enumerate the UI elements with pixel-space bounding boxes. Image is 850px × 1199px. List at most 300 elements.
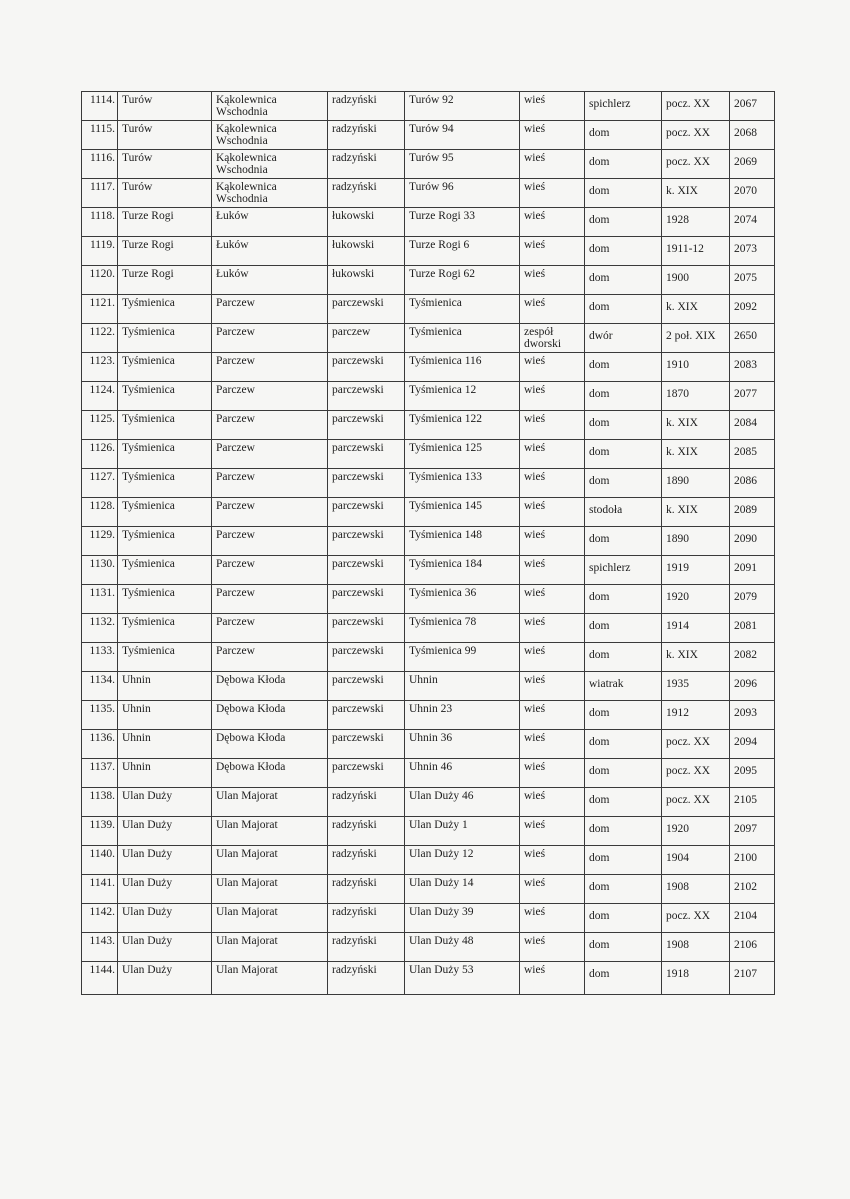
- object-type-cell: dom: [585, 208, 662, 237]
- address-cell: Uhnin 36: [405, 730, 520, 759]
- entry-number-cell: 1118.: [82, 208, 118, 237]
- settlement-type-cell: wieś: [520, 556, 585, 585]
- address-cell: Uhnin 23: [405, 701, 520, 730]
- register-number-cell: 2086: [730, 469, 775, 498]
- table-row: [82, 643, 775, 672]
- object-type-cell: dom: [585, 614, 662, 643]
- county-cell: parczewski: [328, 382, 405, 411]
- register-number-cell: 2084: [730, 411, 775, 440]
- county-cell: radzyński: [328, 846, 405, 875]
- address-cell: Turów 95: [405, 150, 520, 179]
- entry-number-cell: 1143.: [82, 933, 118, 962]
- object-type-cell: dom: [585, 295, 662, 324]
- register-number-cell: 2082: [730, 643, 775, 672]
- county-cell: radzyński: [328, 817, 405, 846]
- register-number-cell: 2093: [730, 701, 775, 730]
- county-cell: radzyński: [328, 92, 405, 121]
- object-type-cell: dom: [585, 150, 662, 179]
- settlement-type-cell: wieś: [520, 92, 585, 121]
- address-cell: Uhnin: [405, 672, 520, 701]
- address-cell: Tyśmienica: [405, 295, 520, 324]
- county-cell: parczewski: [328, 759, 405, 788]
- table-row: [82, 556, 775, 585]
- address-cell: Turze Rogi 62: [405, 266, 520, 295]
- dating-cell: 1890: [662, 527, 730, 556]
- entry-number-cell: 1137.: [82, 759, 118, 788]
- county-cell: parczewski: [328, 701, 405, 730]
- object-type-cell: dom: [585, 875, 662, 904]
- commune-cell: Dębowa Kłoda: [212, 672, 328, 701]
- address-cell: Ulan Duży 48: [405, 933, 520, 962]
- county-cell: radzyński: [328, 933, 405, 962]
- object-type-cell: dom: [585, 353, 662, 382]
- settlement-type-cell: wieś: [520, 469, 585, 498]
- table-row: [82, 759, 775, 788]
- address-cell: Tyśmienica 12: [405, 382, 520, 411]
- entry-number-cell: 1128.: [82, 498, 118, 527]
- object-type-cell: spichlerz: [585, 556, 662, 585]
- address-cell: Uhnin 46: [405, 759, 520, 788]
- register-number-cell: 2092: [730, 295, 775, 324]
- table-row: [82, 295, 775, 324]
- address-cell: Ulan Duży 39: [405, 904, 520, 933]
- object-type-cell: dom: [585, 701, 662, 730]
- county-cell: parczewski: [328, 295, 405, 324]
- table-row: [82, 92, 775, 121]
- table-row: [82, 585, 775, 614]
- county-cell: radzyński: [328, 121, 405, 150]
- address-cell: Tyśmienica 145: [405, 498, 520, 527]
- settlement-type-cell: wieś: [520, 527, 585, 556]
- commune-cell: Dębowa Kłoda: [212, 730, 328, 759]
- locality-cell: Tyśmienica: [118, 295, 212, 324]
- register-number-cell: 2095: [730, 759, 775, 788]
- table-row: [82, 817, 775, 846]
- object-type-cell: dom: [585, 904, 662, 933]
- table-row: [82, 904, 775, 933]
- table-row: [82, 440, 775, 469]
- register-number-cell: 2077: [730, 382, 775, 411]
- dating-cell: k. XIX: [662, 295, 730, 324]
- address-cell: Turów 94: [405, 121, 520, 150]
- commune-cell: Dębowa Kłoda: [212, 701, 328, 730]
- address-cell: Tyśmienica 148: [405, 527, 520, 556]
- dating-cell: pocz. XX: [662, 788, 730, 817]
- table-row: [82, 614, 775, 643]
- dating-cell: k. XIX: [662, 643, 730, 672]
- entry-number-cell: 1126.: [82, 440, 118, 469]
- address-cell: Ulan Duży 53: [405, 962, 520, 995]
- commune-cell: Kąkolewnica Wschodnia: [212, 179, 328, 208]
- dating-cell: 1870: [662, 382, 730, 411]
- entry-number-cell: 1134.: [82, 672, 118, 701]
- locality-cell: Tyśmienica: [118, 353, 212, 382]
- locality-cell: Tyśmienica: [118, 643, 212, 672]
- locality-cell: Turze Rogi: [118, 266, 212, 295]
- commune-cell: Kąkolewnica Wschodnia: [212, 92, 328, 121]
- commune-cell: Parczew: [212, 295, 328, 324]
- object-type-cell: dom: [585, 527, 662, 556]
- locality-cell: Tyśmienica: [118, 498, 212, 527]
- commune-cell: Parczew: [212, 353, 328, 382]
- settlement-type-cell: wieś: [520, 353, 585, 382]
- dating-cell: k. XIX: [662, 179, 730, 208]
- dating-cell: pocz. XX: [662, 121, 730, 150]
- object-type-cell: dom: [585, 759, 662, 788]
- table-row: [82, 469, 775, 498]
- settlement-type-cell: wieś: [520, 933, 585, 962]
- register-number-cell: 2079: [730, 585, 775, 614]
- settlement-type-cell: wieś: [520, 498, 585, 527]
- entry-number-cell: 1144.: [82, 962, 118, 995]
- locality-cell: Uhnin: [118, 730, 212, 759]
- dating-cell: k. XIX: [662, 411, 730, 440]
- entry-number-cell: 1127.: [82, 469, 118, 498]
- register-number-cell: 2068: [730, 121, 775, 150]
- dating-cell: pocz. XX: [662, 92, 730, 121]
- commune-cell: Ulan Majorat: [212, 904, 328, 933]
- locality-cell: Tyśmienica: [118, 585, 212, 614]
- commune-cell: Ulan Majorat: [212, 846, 328, 875]
- county-cell: parczewski: [328, 469, 405, 498]
- table-row: [82, 179, 775, 208]
- register-number-cell: 2073: [730, 237, 775, 266]
- commune-cell: Parczew: [212, 469, 328, 498]
- dating-cell: 1920: [662, 585, 730, 614]
- settlement-type-cell: wieś: [520, 614, 585, 643]
- locality-cell: Ulan Duży: [118, 933, 212, 962]
- settlement-type-cell: wieś: [520, 730, 585, 759]
- locality-cell: Turów: [118, 92, 212, 121]
- register-number-cell: 2107: [730, 962, 775, 995]
- locality-cell: Turów: [118, 121, 212, 150]
- locality-cell: Ulan Duży: [118, 962, 212, 995]
- dating-cell: 1908: [662, 933, 730, 962]
- county-cell: parczew: [328, 324, 405, 353]
- object-type-cell: dom: [585, 730, 662, 759]
- commune-cell: Ulan Majorat: [212, 788, 328, 817]
- register-number-cell: 2075: [730, 266, 775, 295]
- register-number-cell: 2650: [730, 324, 775, 353]
- object-type-cell: dwór: [585, 324, 662, 353]
- table-row: [82, 237, 775, 266]
- register-number-cell: 2070: [730, 179, 775, 208]
- entry-number-cell: 1125.: [82, 411, 118, 440]
- commune-cell: Dębowa Kłoda: [212, 759, 328, 788]
- locality-cell: Ulan Duży: [118, 875, 212, 904]
- entry-number-cell: 1121.: [82, 295, 118, 324]
- settlement-type-cell: wieś: [520, 411, 585, 440]
- county-cell: łukowski: [328, 208, 405, 237]
- settlement-type-cell: wieś: [520, 440, 585, 469]
- commune-cell: Parczew: [212, 382, 328, 411]
- settlement-type-cell: wieś: [520, 846, 585, 875]
- commune-cell: Łuków: [212, 237, 328, 266]
- county-cell: parczewski: [328, 585, 405, 614]
- register-number-cell: 2097: [730, 817, 775, 846]
- address-cell: Tyśmienica: [405, 324, 520, 353]
- table-row: [82, 846, 775, 875]
- county-cell: radzyński: [328, 788, 405, 817]
- entry-number-cell: 1140.: [82, 846, 118, 875]
- register-number-cell: 2090: [730, 527, 775, 556]
- object-type-cell: stodoła: [585, 498, 662, 527]
- entry-number-cell: 1139.: [82, 817, 118, 846]
- dating-cell: pocz. XX: [662, 730, 730, 759]
- object-type-cell: dom: [585, 933, 662, 962]
- register-number-cell: 2104: [730, 904, 775, 933]
- locality-cell: Tyśmienica: [118, 614, 212, 643]
- settlement-type-cell: wieś: [520, 237, 585, 266]
- register-body: [82, 92, 775, 995]
- address-cell: Tyśmienica 122: [405, 411, 520, 440]
- settlement-type-cell: wieś: [520, 672, 585, 701]
- commune-cell: Łuków: [212, 266, 328, 295]
- address-cell: Ulan Duży 12: [405, 846, 520, 875]
- register-number-cell: 2100: [730, 846, 775, 875]
- locality-cell: Tyśmienica: [118, 469, 212, 498]
- commune-cell: Ulan Majorat: [212, 962, 328, 995]
- locality-cell: Ulan Duży: [118, 846, 212, 875]
- dating-cell: pocz. XX: [662, 904, 730, 933]
- table-row: [82, 324, 775, 353]
- county-cell: parczewski: [328, 498, 405, 527]
- monument-register-table: [81, 91, 775, 995]
- register-number-cell: 2096: [730, 672, 775, 701]
- entry-number-cell: 1142.: [82, 904, 118, 933]
- table-row: [82, 527, 775, 556]
- settlement-type-cell: wieś: [520, 643, 585, 672]
- table-row: [82, 730, 775, 759]
- table-row: [82, 788, 775, 817]
- commune-cell: Parczew: [212, 614, 328, 643]
- address-cell: Ulan Duży 46: [405, 788, 520, 817]
- county-cell: radzyński: [328, 904, 405, 933]
- dating-cell: 1914: [662, 614, 730, 643]
- table-row: [82, 382, 775, 411]
- county-cell: radzyński: [328, 962, 405, 995]
- object-type-cell: dom: [585, 846, 662, 875]
- settlement-type-cell: wieś: [520, 904, 585, 933]
- register-number-cell: 2091: [730, 556, 775, 585]
- commune-cell: Ulan Majorat: [212, 933, 328, 962]
- dating-cell: 1928: [662, 208, 730, 237]
- locality-cell: Ulan Duży: [118, 904, 212, 933]
- address-cell: Turze Rogi 33: [405, 208, 520, 237]
- locality-cell: Tyśmienica: [118, 382, 212, 411]
- address-cell: Tyśmienica 36: [405, 585, 520, 614]
- entry-number-cell: 1131.: [82, 585, 118, 614]
- dating-cell: 1919: [662, 556, 730, 585]
- table-row: [82, 411, 775, 440]
- settlement-type-cell: wieś: [520, 208, 585, 237]
- register-number-cell: 2083: [730, 353, 775, 382]
- object-type-cell: dom: [585, 382, 662, 411]
- settlement-type-cell: wieś: [520, 295, 585, 324]
- commune-cell: Parczew: [212, 324, 328, 353]
- county-cell: parczewski: [328, 672, 405, 701]
- dating-cell: 1908: [662, 875, 730, 904]
- table-row: [82, 672, 775, 701]
- table-row: [82, 701, 775, 730]
- county-cell: radzyński: [328, 179, 405, 208]
- address-cell: Ulan Duży 14: [405, 875, 520, 904]
- commune-cell: Kąkolewnica Wschodnia: [212, 121, 328, 150]
- object-type-cell: dom: [585, 121, 662, 150]
- object-type-cell: wiatrak: [585, 672, 662, 701]
- county-cell: parczewski: [328, 730, 405, 759]
- address-cell: Turze Rogi 6: [405, 237, 520, 266]
- object-type-cell: dom: [585, 962, 662, 995]
- entry-number-cell: 1122.: [82, 324, 118, 353]
- commune-cell: Łuków: [212, 208, 328, 237]
- locality-cell: Turze Rogi: [118, 237, 212, 266]
- register-number-cell: 2074: [730, 208, 775, 237]
- dating-cell: 1900: [662, 266, 730, 295]
- table-row: [82, 266, 775, 295]
- register-number-cell: 2106: [730, 933, 775, 962]
- settlement-type-cell: wieś: [520, 585, 585, 614]
- settlement-type-cell: wieś: [520, 266, 585, 295]
- county-cell: radzyński: [328, 875, 405, 904]
- locality-cell: Uhnin: [118, 701, 212, 730]
- object-type-cell: dom: [585, 585, 662, 614]
- object-type-cell: spichlerz: [585, 92, 662, 121]
- table-row: [82, 962, 775, 995]
- locality-cell: Tyśmienica: [118, 411, 212, 440]
- entry-number-cell: 1136.: [82, 730, 118, 759]
- entry-number-cell: 1117.: [82, 179, 118, 208]
- commune-cell: Parczew: [212, 440, 328, 469]
- register-number-cell: 2094: [730, 730, 775, 759]
- settlement-type-cell: wieś: [520, 875, 585, 904]
- county-cell: parczewski: [328, 643, 405, 672]
- county-cell: łukowski: [328, 237, 405, 266]
- entry-number-cell: 1141.: [82, 875, 118, 904]
- address-cell: Tyśmienica 116: [405, 353, 520, 382]
- table-row: [82, 353, 775, 382]
- locality-cell: Ulan Duży: [118, 788, 212, 817]
- locality-cell: Tyśmienica: [118, 440, 212, 469]
- settlement-type-cell: zespół dworski: [520, 324, 585, 353]
- commune-cell: Kąkolewnica Wschodnia: [212, 150, 328, 179]
- county-cell: parczewski: [328, 353, 405, 382]
- commune-cell: Parczew: [212, 527, 328, 556]
- dating-cell: 1912: [662, 701, 730, 730]
- entry-number-cell: 1116.: [82, 150, 118, 179]
- commune-cell: Ulan Majorat: [212, 875, 328, 904]
- register-number-cell: 2081: [730, 614, 775, 643]
- table-row: [82, 498, 775, 527]
- register-number-cell: 2085: [730, 440, 775, 469]
- county-cell: parczewski: [328, 411, 405, 440]
- locality-cell: Turów: [118, 179, 212, 208]
- dating-cell: 1911-12: [662, 237, 730, 266]
- commune-cell: Ulan Majorat: [212, 817, 328, 846]
- county-cell: radzyński: [328, 150, 405, 179]
- object-type-cell: dom: [585, 266, 662, 295]
- dating-cell: k. XIX: [662, 440, 730, 469]
- table-row: [82, 150, 775, 179]
- object-type-cell: dom: [585, 643, 662, 672]
- settlement-type-cell: wieś: [520, 817, 585, 846]
- entry-number-cell: 1133.: [82, 643, 118, 672]
- table-row: [82, 121, 775, 150]
- locality-cell: Ulan Duży: [118, 817, 212, 846]
- commune-cell: Parczew: [212, 556, 328, 585]
- locality-cell: Uhnin: [118, 672, 212, 701]
- address-cell: Turów 96: [405, 179, 520, 208]
- county-cell: parczewski: [328, 614, 405, 643]
- entry-number-cell: 1114.: [82, 92, 118, 121]
- county-cell: parczewski: [328, 527, 405, 556]
- dating-cell: 1920: [662, 817, 730, 846]
- dating-cell: pocz. XX: [662, 759, 730, 788]
- dating-cell: k. XIX: [662, 498, 730, 527]
- locality-cell: Tyśmienica: [118, 324, 212, 353]
- register-number-cell: 2102: [730, 875, 775, 904]
- settlement-type-cell: wieś: [520, 179, 585, 208]
- settlement-type-cell: wieś: [520, 382, 585, 411]
- address-cell: Turów 92: [405, 92, 520, 121]
- settlement-type-cell: wieś: [520, 759, 585, 788]
- settlement-type-cell: wieś: [520, 150, 585, 179]
- object-type-cell: dom: [585, 788, 662, 817]
- locality-cell: Uhnin: [118, 759, 212, 788]
- entry-number-cell: 1129.: [82, 527, 118, 556]
- object-type-cell: dom: [585, 411, 662, 440]
- entry-number-cell: 1132.: [82, 614, 118, 643]
- locality-cell: Tyśmienica: [118, 556, 212, 585]
- dating-cell: 1890: [662, 469, 730, 498]
- address-cell: Tyśmienica 99: [405, 643, 520, 672]
- locality-cell: Turów: [118, 150, 212, 179]
- entry-number-cell: 1119.: [82, 237, 118, 266]
- entry-number-cell: 1135.: [82, 701, 118, 730]
- settlement-type-cell: wieś: [520, 962, 585, 995]
- commune-cell: Parczew: [212, 411, 328, 440]
- locality-cell: Turze Rogi: [118, 208, 212, 237]
- object-type-cell: dom: [585, 237, 662, 266]
- settlement-type-cell: wieś: [520, 788, 585, 817]
- locality-cell: Tyśmienica: [118, 527, 212, 556]
- county-cell: parczewski: [328, 556, 405, 585]
- table-row: [82, 933, 775, 962]
- entry-number-cell: 1138.: [82, 788, 118, 817]
- dating-cell: 1910: [662, 353, 730, 382]
- address-cell: Tyśmienica 78: [405, 614, 520, 643]
- commune-cell: Parczew: [212, 498, 328, 527]
- register-number-cell: 2089: [730, 498, 775, 527]
- table-row: [82, 875, 775, 904]
- address-cell: Tyśmienica 125: [405, 440, 520, 469]
- object-type-cell: dom: [585, 469, 662, 498]
- entry-number-cell: 1115.: [82, 121, 118, 150]
- register-number-cell: 2067: [730, 92, 775, 121]
- table-row: [82, 208, 775, 237]
- dating-cell: 2 poł. XIX: [662, 324, 730, 353]
- dating-cell: 1935: [662, 672, 730, 701]
- dating-cell: 1918: [662, 962, 730, 995]
- address-cell: Tyśmienica 133: [405, 469, 520, 498]
- address-cell: Tyśmienica 184: [405, 556, 520, 585]
- entry-number-cell: 1124.: [82, 382, 118, 411]
- commune-cell: Parczew: [212, 585, 328, 614]
- county-cell: łukowski: [328, 266, 405, 295]
- entry-number-cell: 1123.: [82, 353, 118, 382]
- settlement-type-cell: wieś: [520, 121, 585, 150]
- object-type-cell: dom: [585, 817, 662, 846]
